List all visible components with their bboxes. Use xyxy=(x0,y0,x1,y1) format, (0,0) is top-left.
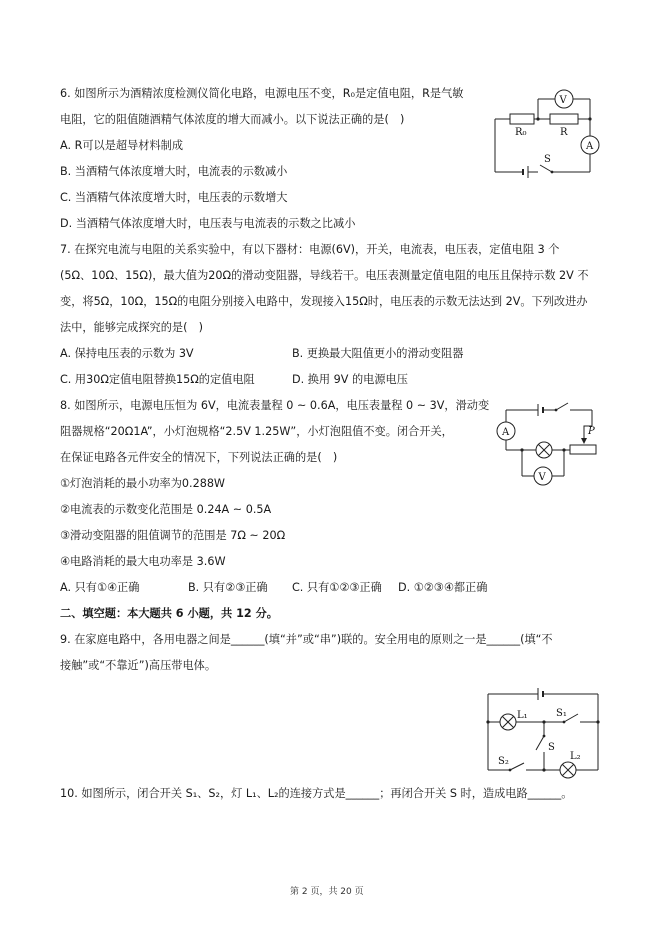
q6-option-a: A. R可以是超导材料制成 xyxy=(60,139,184,152)
q8-statement-4: ④电路消耗的最大电功率是 3.6W xyxy=(60,555,226,568)
switch-s2-icon xyxy=(510,763,524,770)
q9-line-2: 接触”或“不靠近”)高压带电体。 xyxy=(60,659,217,672)
r0-resistor xyxy=(510,114,534,124)
ammeter-label: A xyxy=(502,427,510,438)
q6-option-b: B. 当酒精气体浓度增大时，电流表的示数减小 xyxy=(60,165,288,178)
q8-line-2: 阻器规格“20Ω1A”，小灯泡规格“2.5V 1.25W”，小灯泡阻值不变。闭合开关， xyxy=(60,425,453,438)
q8-option-a: A. 只有①④正确 xyxy=(60,581,140,594)
q6-line-1: 6. 如图所示为酒精浓度检测仪简化电路，电源电压不变，R₀是定值电阻，R是气敏 xyxy=(60,87,464,100)
q10-line: 10. 如图所示，闭合开关 S₁、S₂，灯 L₁、L₂的连接方式是______；再闭合开关 S 时，造成电路______。 xyxy=(60,787,573,800)
page-footer: 第 2 页，共 20 页 xyxy=(290,887,364,897)
switch-label: S xyxy=(544,154,551,165)
q8-statement-3: ③滑动变阻器的阻值调节的范围是 7Ω ~ 20Ω xyxy=(60,529,286,542)
r-sensor-resistor xyxy=(550,114,578,124)
slider-label: P xyxy=(588,426,595,437)
q8-line-1: 8. 如图所示，电源电压恒为 6V，电流表量程 0 ~ 0.6A，电压表量程 0 ~ 3V，滑动变 xyxy=(60,399,490,412)
q6-line-2: 电阻，它的阻值随酒精气体浓度的增大而减小。以下说法正确的是( ) xyxy=(60,113,405,126)
q8-statement-1: ①灯泡消耗的最小功率为0.288W xyxy=(60,477,225,490)
voltmeter-label: V xyxy=(559,95,567,106)
q7-line-2: (5Ω、10Ω、15Ω)，最大值为20Ω的滑动变阻器，导线若干。电压表测量定值电阻的电压且保持示数 2V 不 xyxy=(60,269,589,282)
rheostat-icon xyxy=(570,445,596,454)
q7-option-a: A. 保持电压表的示数为 3V xyxy=(60,347,194,360)
q6-option-d: D. 当酒精气体浓度增大时，电压表与电流表的示数之比减小 xyxy=(60,217,356,230)
q6-circuit-diagram xyxy=(490,84,605,184)
r0-label: R₀ xyxy=(515,127,527,138)
r-label: R xyxy=(560,127,568,138)
voltmeter-label: V xyxy=(538,472,546,483)
q10-circuit-diagram xyxy=(486,684,604,782)
s2-label: S₂ xyxy=(498,756,509,767)
s-label: S xyxy=(548,742,555,753)
q7-line-1: 7. 在探究电流与电阻的关系实验中，有以下器材：电源(6V)，开关，电流表，电压表，定值电阻 3 个 xyxy=(60,243,560,256)
l1-label: L₁ xyxy=(517,710,528,721)
q8-circuit-diagram xyxy=(494,398,604,488)
q8-statement-2: ②电流表的示数变化范围是 0.24A ~ 0.5A xyxy=(60,503,272,516)
q8-option-d: D. ①②③④都正确 xyxy=(398,581,488,594)
q7-option-b: B. 更换最大阻值更小的滑动变阻器 xyxy=(292,347,464,360)
q6-option-c: C. 当酒精气体浓度增大时，电压表的示数增大 xyxy=(60,191,288,204)
q7-option-c: C. 用30Ω定值电阻替换15Ω的定值电阻 xyxy=(60,373,255,386)
q7-line-4: 法中，能够完成探究的是( ) xyxy=(60,321,203,334)
switch-s-icon xyxy=(536,736,544,750)
switch-icon xyxy=(556,403,568,410)
s1-label: S₁ xyxy=(556,708,567,719)
q9-line-1: 9. 在家庭电路中，各用电器之间是______(填“并”或“串”)联的。安全用电的原则之一是______(填“不 xyxy=(60,633,553,646)
q7-option-d: D. 换用 9V 的电源电压 xyxy=(292,373,408,386)
q8-option-b: B. 只有②③正确 xyxy=(188,581,268,594)
q7-line-3: 变，将5Ω，10Ω，15Ω的电阻分别接入电路中，发现接入15Ω时，电压表的示数无法达到 2V。下列改进办 xyxy=(60,295,588,308)
q8-line-3: 在保证电路各元件安全的情况下，下列说法正确的是( ) xyxy=(60,451,338,464)
l2-label: L₂ xyxy=(570,751,581,762)
q8-option-c: C. 只有①②③正确 xyxy=(292,581,382,594)
section-2-heading: 二、填空题：本大题共 6 小题，共 12 分。 xyxy=(60,607,278,620)
ammeter-label: A xyxy=(586,141,594,152)
